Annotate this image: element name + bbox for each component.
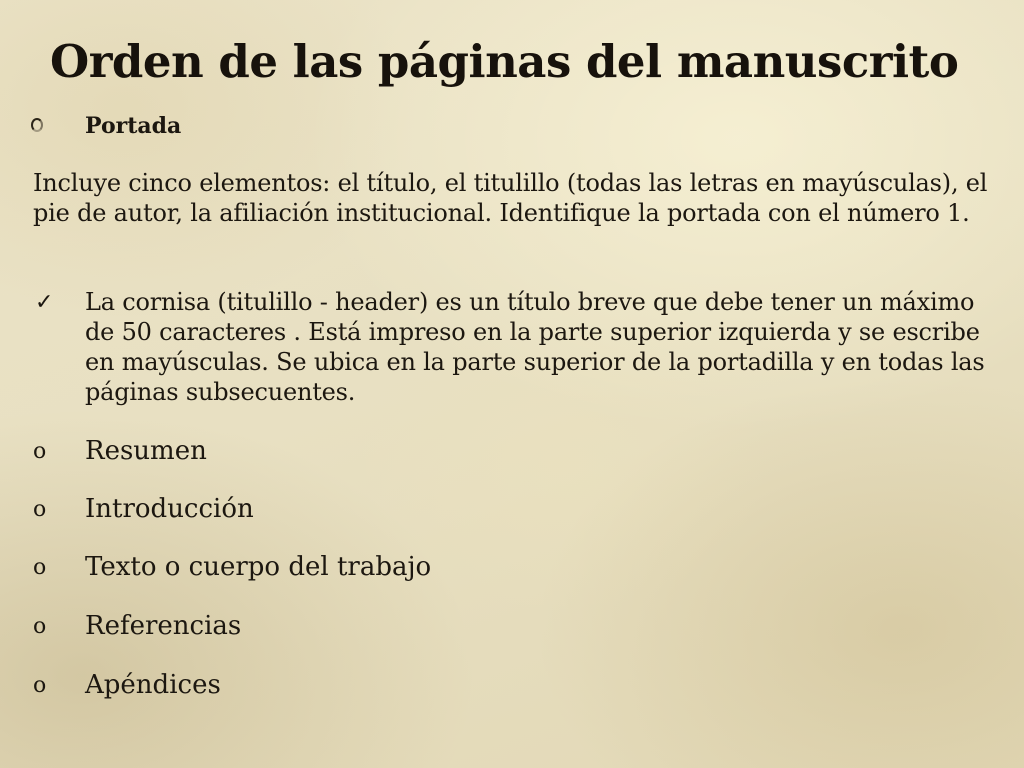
list-item-resumen: Resumen — [85, 436, 207, 466]
ring-bullet-icon — [31, 118, 43, 132]
list-item-introduccion: Introducción — [85, 494, 254, 524]
list-item-apendices: Apéndices — [85, 670, 221, 700]
slide-title: Orden de las páginas del manuscrito — [50, 35, 959, 88]
checkmark-icon: ✓ — [35, 290, 54, 315]
portada-description: Incluye cinco elementos: el título, el titulillo (todas las letras en mayúsculas), el pie de autor, la afiliación institucional. Identifique la portada con el número 1. — [33, 169, 988, 227]
list-bullet: o — [33, 555, 47, 580]
list-bullet: o — [33, 497, 47, 522]
list-bullet: o — [33, 673, 47, 698]
list-bullet: o — [33, 439, 47, 464]
list-bullet: o — [33, 614, 47, 639]
list-item-texto-cuerpo: Texto o cuerpo del trabajo — [85, 552, 432, 582]
list-item-referencias: Referencias — [85, 611, 242, 641]
portada-heading: Portada — [85, 113, 182, 139]
cornisa-description: La cornisa (titulillo - header) es un título breve que debe tener un máximo de 50 caracteres . Está impreso en la parte superior izquierda y se escribe en mayúsculas. Se ubica en la parte superior de la portadilla y en todas las páginas subsecuentes. — [85, 288, 985, 406]
